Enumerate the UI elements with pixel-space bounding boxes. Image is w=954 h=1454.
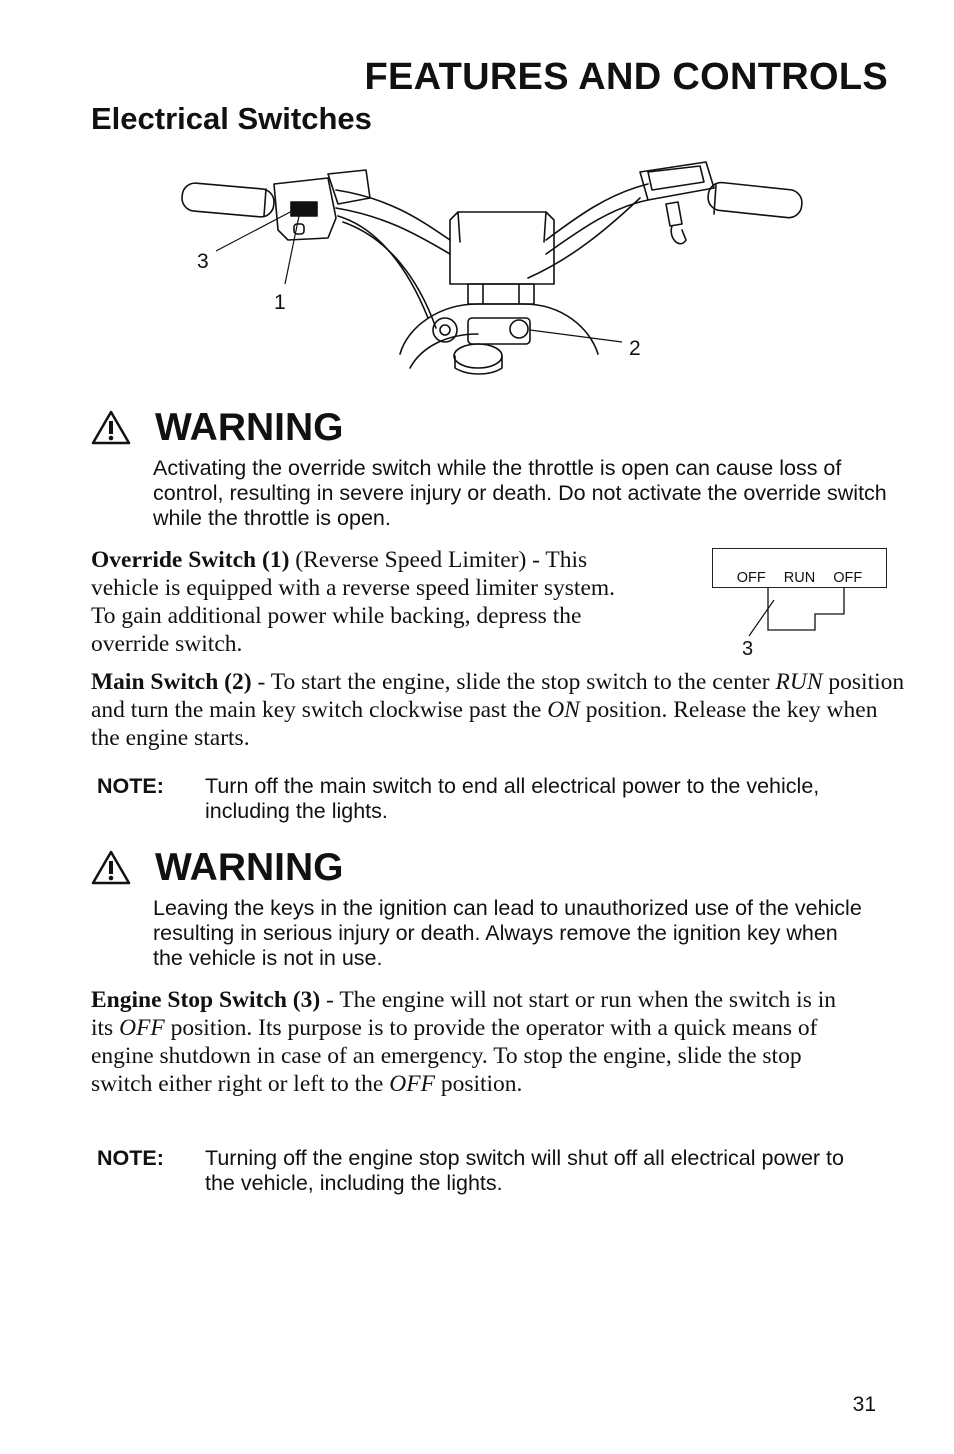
engine-stop-text-c: position. [434,1071,523,1097]
switch-callout: 3 [742,638,754,656]
warning-text: Activating the override switch while the throttle is open can cause loss of control, resulting in severe injury or death. Do not activate the override switch while the throttle is open. [153,456,887,530]
engine-stop-text-a: - The engine will not start or run when the switch is in its [91,987,836,1041]
warning-text: Leaving the keys in the ignition can lead to unauthorized use of the vehicle resulting in serious injury or death. Always remove the ignition key when the vehicle is not in use. [153,896,862,970]
engine-stop-text-b: position. Its purpose is to provide the operator with a quick means of engine shutdown in case of an emergency. To stop the engine, slide the stop switch either right or left to the [91,1015,818,1097]
main-switch-text-a: - To start the engine, slide the stop switch to the center [251,669,776,695]
main-switch-text-b: position and turn the main key switch clockwise past the [91,669,905,723]
switch-label-run: RUN [783,570,816,586]
note-main-switch [97,774,857,824]
handlebar-illustration [178,158,818,380]
warning-triangle-icon [91,410,131,446]
main-switch-run: RUN [775,669,823,695]
callout-override: 1 [274,291,286,314]
engine-stop-off-1: OFF [119,1015,165,1041]
override-switch-label: Override Switch (1) [91,547,290,573]
page-header: FEATURES AND CONTROLS [364,56,888,98]
warning-block-override [91,406,891,531]
note-text: Turn off the main switch to end all electrical power to the vehicle, including the lights. [205,774,820,823]
warning-triangle-icon [91,850,131,886]
switch-label-off-right: OFF [833,570,863,586]
main-switch-paragraph [91,668,906,752]
engine-stop-off-2: OFF [389,1071,435,1097]
switch-label-off-left: OFF [736,570,766,586]
stop-switch-slider [740,588,850,656]
callout-main: 2 [629,337,641,360]
callout-engine-stop: 3 [197,250,209,273]
main-switch-label: Main Switch (2) [91,669,252,695]
stop-switch-labels [712,570,887,586]
warning-title: WARNING [155,846,344,889]
section-title: Electrical Switches [91,101,372,136]
main-switch-on: ON [547,697,580,723]
note-label: NOTE: [97,774,164,798]
override-switch-text: (Reverse Speed Limiter) - This vehicle is equipped with a reverse speed limiter system. To gain additional power while backing, depress the override switch. [91,547,616,657]
main-switch-text-c: position. Release the key when the engine starts. [91,697,878,751]
warning-title: WARNING [155,406,344,449]
note-label: NOTE: [97,1146,164,1170]
page-number: 31 [852,1393,876,1416]
engine-stop-label: Engine Stop Switch (3) [91,987,321,1013]
note-text: Turning off the engine stop switch will shut off all electrical power to the vehicle, including the lights. [205,1146,844,1195]
warning-block-keys [91,846,891,971]
engine-stop-paragraph [91,986,861,1098]
note-engine-stop [97,1146,867,1196]
override-switch-paragraph [91,546,636,658]
